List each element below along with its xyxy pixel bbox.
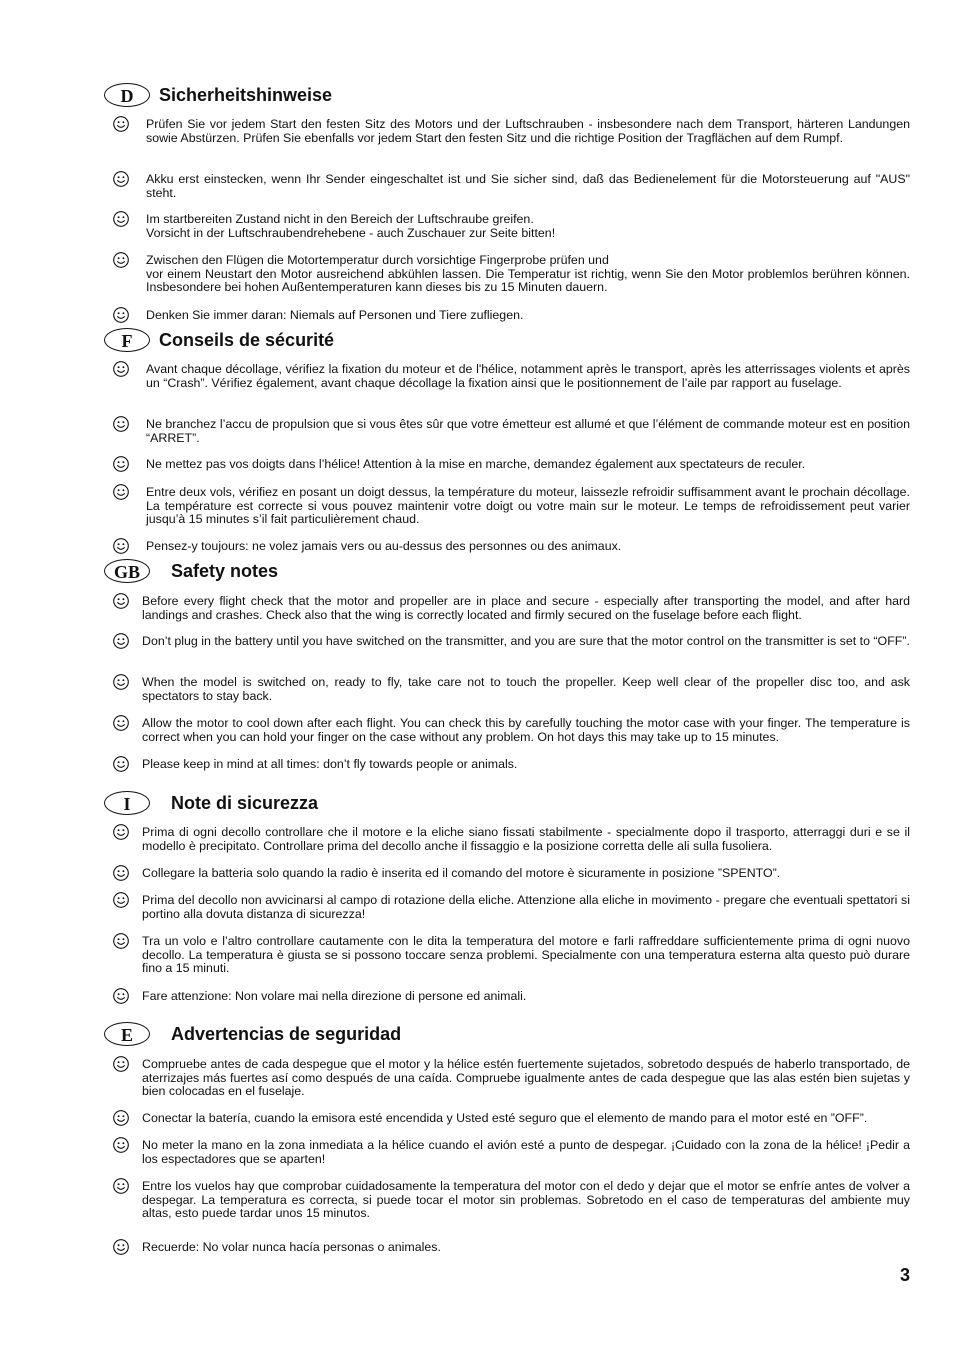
smiley-icon xyxy=(112,714,130,732)
item-text: Prima di ogni decollo controllare che il motore e la eliche siano fissati stabilmente - specialmente dopo il trasporto, atterraggi duri e se il modello è precipitato. Controllare prima del decollo anche il fissaggio e la posizione corretta delle ali sulla fusoliera. xyxy=(142,825,910,853)
item-text: Entre deux vols, vérifiez en posant un doigt dessus, la température du moteur, laissezle refroidir suffisamment avant le prochain décollage. La température est correcte si vous pouvez maintenir votre doigt ou votre main sur le moteur. Le temps de refroidissement peut varier jusqu’à 15 minutes s’il fait particulièrement chaud. xyxy=(146,485,910,527)
section-gb xyxy=(104,559,910,771)
section-title: Sicherheitshinweise xyxy=(159,85,333,105)
section-it xyxy=(104,791,910,1003)
section-title: Note di sicurezza xyxy=(171,793,319,813)
smiley-icon xyxy=(112,1136,130,1154)
smiley-icon xyxy=(112,755,130,773)
smiley-icon xyxy=(112,306,130,324)
smiley-icon xyxy=(112,1055,130,1073)
item-text: Fare attenzione: Non volare mai nella direzione di persone ed animali. xyxy=(142,989,527,1003)
section-fr xyxy=(104,328,910,553)
language-badge: I xyxy=(104,791,150,815)
item-text: Before every flight check that the motor and propeller are in place and secure - especially after transporting the model, and after hard landings and crashes. Check also that the wing is correctly located and firmly secured on the fuselage before each flight. xyxy=(142,594,910,622)
smiley-icon xyxy=(112,1238,130,1256)
smiley-icon xyxy=(112,483,130,501)
smiley-icon xyxy=(112,673,130,691)
item-text: Prüfen Sie vor jedem Start den festen Sitz des Motors und der Luftschrauben - insbesondere nach dem Transport, härteren Landungen sowie Abstürzen. Prüfen Sie ebenfalls vor jedem Start den festen Sitz und die richtige Position der Tragflächen auf dem Rumpf. xyxy=(146,117,910,145)
item-text: Prima del decollo non avvicinarsi al campo di rotazione della eliche. Attenzione alla eliche in movimento - pregare che eventuali spettatori si portino alla dovuta distanza di sicurezza! xyxy=(142,893,910,921)
item-text: Compruebe antes de cada despegue que el motor y la hélice estén fuertemente sujetados, sobretodo después de haberlo transportado, de aterrizajes más fuertes así como después de una caída. Compruebe igualmente antes de cada despegue que las alas estén bien sujetas y bien colocadas en el fuselaje. xyxy=(142,1057,910,1099)
item-text: Zwischen den Flügen die Motortemperatur durch vorsichtige Fingerprobe prüfen und vor einem Neustart den Motor ausreichend abkühlen lassen. Die Temperatur ist richtig, wenn Sie den Motor problemlos berühren können. Insbesondere bei hohen Außentemperaturen kann dieses bis zu 15 Minuten dauern. xyxy=(146,253,910,295)
smiley-icon xyxy=(112,864,130,882)
smiley-icon xyxy=(112,592,130,610)
section-title: Advertencias de seguridad xyxy=(171,1024,402,1044)
smiley-icon xyxy=(112,251,130,269)
smiley-icon xyxy=(112,1177,130,1195)
language-badge: F xyxy=(104,328,150,352)
item-text: When the model is switched on, ready to fly, take care not to touch the propeller. Keep well clear of the propeller disc too, and ask spectators to stay back. xyxy=(142,675,910,703)
section-de xyxy=(104,83,910,322)
section-es xyxy=(104,1022,910,1254)
section-heading xyxy=(104,83,910,109)
smiley-icon xyxy=(112,632,130,650)
smiley-icon xyxy=(112,987,130,1005)
section-heading xyxy=(104,791,910,817)
section-heading xyxy=(104,559,910,585)
item-text: Ne branchez l’accu de propulsion que si vous êtes sûr que votre émetteur est allumé et que l’élément de commande moteur est en position “ARRET”. xyxy=(146,417,910,445)
item-text: Pensez-y toujours: ne volez jamais vers ou au-dessus des personnes ou des animaux. xyxy=(146,539,622,553)
smiley-icon xyxy=(112,415,130,433)
section-heading xyxy=(104,1022,910,1048)
section-title: Safety notes xyxy=(171,561,279,581)
smiley-icon xyxy=(112,823,130,841)
language-badge: GB xyxy=(104,559,150,583)
smiley-icon xyxy=(112,1109,130,1127)
smiley-icon xyxy=(112,115,130,133)
smiley-icon xyxy=(112,360,130,378)
item-text: Ne mettez pas vos doigts dans l’hélice! Attention à la mise en marche, demandez également aux spectateurs de reculer. xyxy=(146,457,806,471)
item-text: Akku erst einstecken, wenn Ihr Sender eingeschaltet ist und Sie sicher sind, daß das Bedienelement für die Motorsteuerung auf "AUS" steht. xyxy=(146,172,910,200)
language-badge: E xyxy=(104,1022,150,1046)
item-text: Conectar la batería, cuando la emisora esté encendida y Usted esté seguro que el elemento de mando para el motor esté en ”OFF”. xyxy=(142,1111,868,1125)
smiley-icon xyxy=(112,537,130,555)
smiley-icon xyxy=(112,891,130,909)
item-text: Tra un volo e l’altro controllare cautamente con le dita la temperatura del motore e farli raffreddare sufficientemente prima di ogni nuovo decollo. La temperatura è giusta se si possono toccare senza problemi. Specialmente con una temperatura esterna alta questo può durare fino a 15 minuti. xyxy=(142,934,910,976)
item-text: Denken Sie immer daran: Niemals auf Personen und Tiere zufliegen. xyxy=(146,308,524,322)
language-badge: D xyxy=(104,83,150,107)
item-text: Please keep in mind at all times: don’t fly towards people or animals. xyxy=(142,757,518,771)
item-text: Recuerde: No volar nunca hacía personas o animales. xyxy=(142,1240,441,1254)
smiley-icon xyxy=(112,170,130,188)
item-text: Im startbereiten Zustand nicht in den Bereich der Luftschraube greifen. Vorsicht in der Luftschraubendrehebene - auch Zuschauer zur Seite bitten! xyxy=(146,212,556,240)
item-text: Collegare la batteria solo quando la radio è inserita ed il comando del motore è sicuramente in posizione ”SPENTO”. xyxy=(142,866,781,880)
smiley-icon xyxy=(112,210,130,228)
page-number: 3 xyxy=(899,1265,910,1285)
section-heading xyxy=(104,328,910,354)
section-title: Conseils de sécurité xyxy=(159,330,335,350)
item-text: Don’t plug in the battery until you have switched on the transmitter, and you are sure that the motor control on the transmitter is set to “OFF”. xyxy=(142,634,910,648)
item-text: Avant chaque décollage, vérifiez la fixation du moteur et de l'hélice, notamment après le transport, après les atterrissages violents et après un “Crash”. Vérifiez également, avant chaque décollage la fixation ainsi que le positionnement de l’aile par rapport au fuselage. xyxy=(146,362,910,390)
item-text: Entre los vuelos hay que comprobar cuidadosamente la temperatura del motor con el dedo y dejar que el motor se enfríe antes de volver a despegar. La temperatura es correcta, si puede tocar el motor sin problemas. Sobretodo en el caso de temperaturas del ambiente muy altas, esto puede tardar unos 15 minutos. xyxy=(142,1179,910,1221)
smiley-icon xyxy=(112,932,130,950)
smiley-icon xyxy=(112,455,130,473)
item-text: No meter la mano en la zona inmediata a la hélice cuando el avión esté a punto de despegar. ¡Cuidado con la zona de la hélice! ¡Pedir a los espectadores que se aparten! xyxy=(142,1138,910,1166)
item-text: Allow the motor to cool down after each flight. You can check this by carefully touching the motor case with your finger. The temperature is correct when you can hold your finger on the case without any problem. On hot days this may take up to 15 minutes. xyxy=(142,716,910,744)
